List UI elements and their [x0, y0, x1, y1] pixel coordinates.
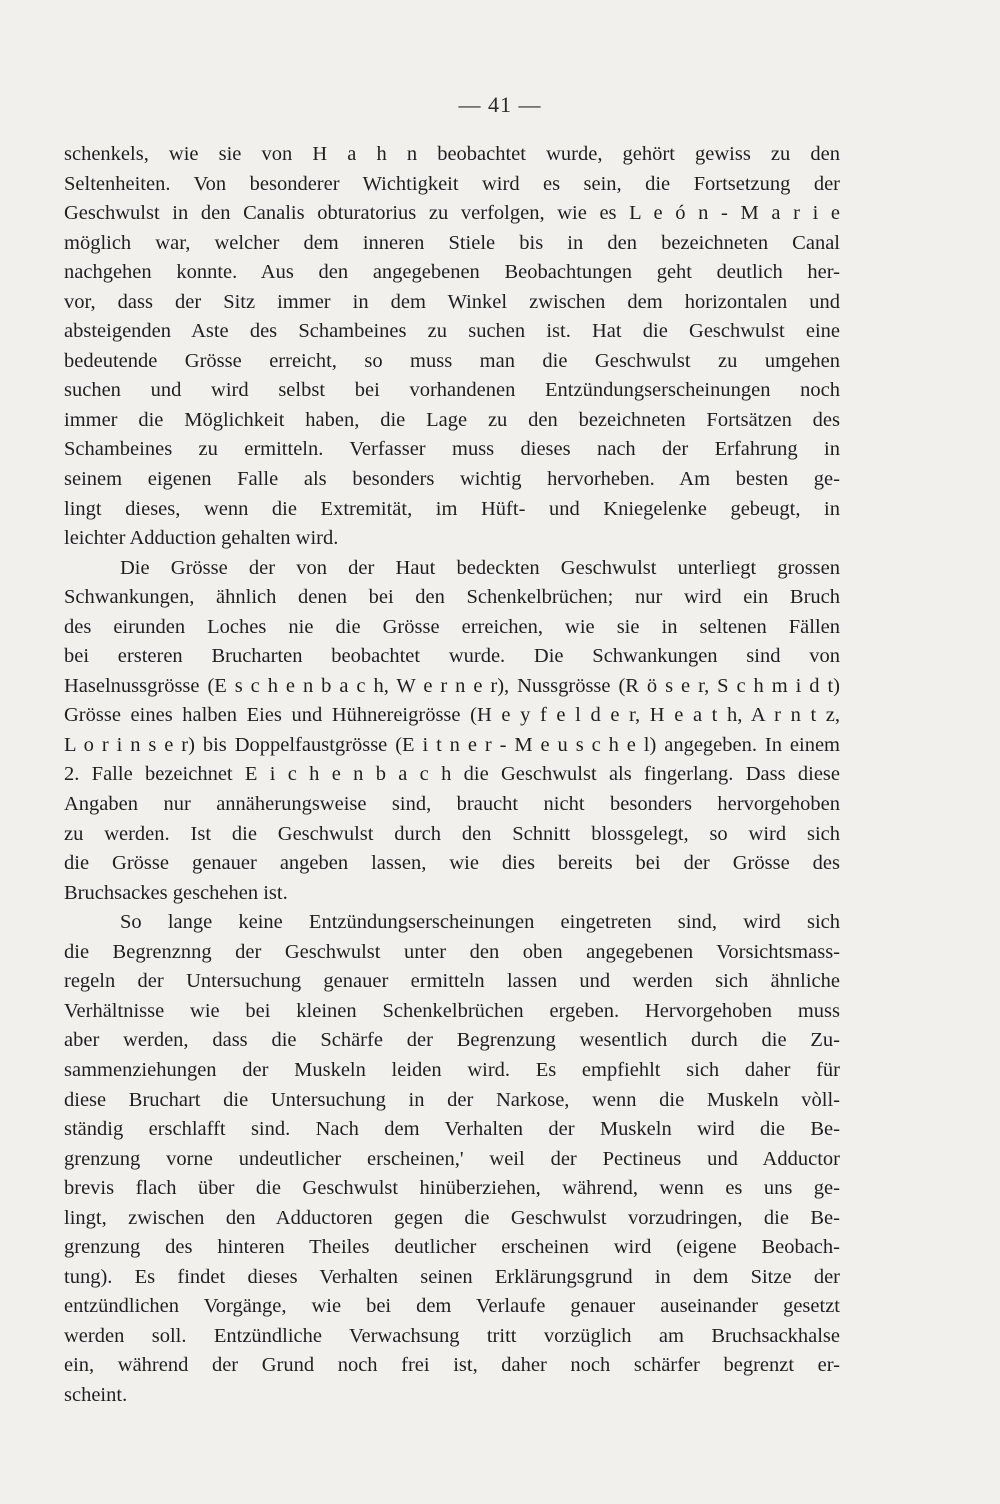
- text-line: Haselnussgrösse (E s c h e n b a c h, W e r n e r), Nussgrösse (R ö s e r, S c h m i d t): [64, 674, 840, 697]
- text-line: 2. Falle bezeichnet E i c h e n b a c h die Geschwulst als fingerlang. Dass diese: [64, 763, 840, 786]
- text-line: bedeutende Grösse erreicht, so muss man die Geschwulst zu umgehen: [64, 349, 840, 372]
- text-line: seinem eigenen Falle als besonders wichtig hervorheben. Am besten ge-: [64, 468, 840, 491]
- body-text: [64, 140, 840, 1411]
- text-line: schenkels, wie sie von H a h n beobachtet wurde, gehört gewiss zu den: [64, 143, 840, 165]
- text-line: des eirunden Loches nie die Grösse erreichen, wie sie in seltenen Fällen: [64, 615, 840, 638]
- text-line: aber werden, dass die Schärfe der Begrenzung wesentlich durch die Zu-: [64, 1029, 840, 1052]
- text-line: nachgehen konnte. Aus den angegebenen Beobachtungen geht deutlich her-: [64, 261, 840, 284]
- text-line: Die Grösse der von der Haut bedeckten Geschwulst unterliegt grossen: [120, 556, 840, 579]
- page-number: — 41 —: [458, 92, 542, 117]
- text-line: Grösse eines halben Eies und Hühnereigrösse (H e y f e l d e r, H e a t h, A r n t z,: [64, 704, 840, 727]
- text-line: tung). Es findet dieses Verhalten seinen Erklärungsgrund in dem Sitze der: [64, 1265, 840, 1288]
- text-line: lingt, zwischen den Adductoren gegen die Geschwulst vorzudringen, die Be-: [64, 1206, 840, 1229]
- text-line: entzündlichen Vorgänge, wie bei dem Verlaufe genauer auseinander gesetzt: [64, 1295, 840, 1318]
- text-line: Angaben nur annäherungsweise sind, braucht nicht besonders hervorgehoben: [64, 793, 840, 816]
- text-line: regeln der Untersuchung genauer ermitteln lassen und werden sich ähnliche: [64, 970, 840, 993]
- text-line: werden soll. Entzündliche Verwachsung tritt vorzüglich am Bruchsackhalse: [64, 1324, 840, 1347]
- text-line: Geschwulst in den Canalis obturatorius zu verfolgen, wie es L e ó n - M a r i e: [64, 202, 840, 225]
- text-line: lingt dieses, wenn die Extremität, im Hüft- und Kniegelenke gebeugt, in: [64, 497, 840, 520]
- text-line: die Begrenznng der Geschwulst unter den oben angegebenen Vorsichtsmass-: [64, 940, 840, 963]
- text-line: Verhältnisse wie bei kleinen Schenkelbrüchen ergeben. Hervorgehoben muss: [64, 999, 840, 1022]
- text-line: Schambeines zu ermitteln. Verfasser muss dieses nach der Erfahrung in: [64, 438, 840, 461]
- text-line: Seltenheiten. Von besonderer Wichtigkeit wird es sein, die Fortsetzung der: [64, 172, 840, 195]
- text-line: suchen und wird selbst bei vorhandenen Entzündungserscheinungen noch: [64, 379, 840, 402]
- text-line: scheint.: [64, 1383, 128, 1406]
- text-line: grenzung vorne undeutlicher erscheinen,' weil der Pectineus und Adductor: [64, 1147, 840, 1170]
- text-line: Schwankungen, ähnlich denen bei den Schenkelbrüchen; nur wird ein Bruch: [64, 586, 840, 609]
- text-line: zu werden. Ist die Geschwulst durch den Schnitt blossgelegt, so wird sich: [64, 822, 840, 845]
- text-line: sammenziehungen der Muskeln leiden wird. Es empfiehlt sich daher für: [64, 1058, 840, 1081]
- text-line: leichter Adduction gehalten wird.: [64, 527, 339, 550]
- text-line: diese Bruchart die Untersuchung in der Narkose, wenn die Muskeln vòll-: [64, 1088, 840, 1111]
- text-line: immer die Möglichkeit haben, die Lage zu den bezeichneten Fortsätzen des: [64, 408, 840, 431]
- text-line: ständig erschlafft sind. Nach dem Verhalten der Muskeln wird die Be-: [64, 1118, 840, 1141]
- text-line: die Grösse genauer angeben lassen, wie dies bereits bei der Grösse des: [64, 852, 840, 875]
- text-line: möglich war, welcher dem inneren Stiele bis in den bezeichneten Canal: [64, 231, 840, 254]
- text-line: vor, dass der Sitz immer in dem Winkel zwischen dem horizontalen und: [64, 290, 840, 313]
- text-line: ein, während der Grund noch frei ist, daher noch schärfer begrenzt er-: [64, 1354, 840, 1377]
- text-line: grenzung des hinteren Theiles deutlicher erscheinen wird (eigene Beobach-: [64, 1236, 840, 1259]
- text-line: So lange keine Entzündungserscheinungen eingetreten sind, wird sich: [120, 911, 840, 934]
- text-line: Bruchsackes geschehen ist.: [64, 881, 288, 904]
- text-line: L o r i n s e r) bis Doppelfaustgrösse (E i t n e r - M e u s c h e l) angegeben. In einem: [64, 733, 840, 756]
- text-line: brevis flach über die Geschwulst hinüberziehen, während, wenn es uns ge-: [64, 1177, 840, 1200]
- text-line: bei ersteren Brucharten beobachtet wurde. Die Schwankungen sind von: [64, 645, 840, 668]
- text-line: absteigenden Aste des Schambeines zu suchen ist. Hat die Geschwulst eine: [64, 320, 840, 343]
